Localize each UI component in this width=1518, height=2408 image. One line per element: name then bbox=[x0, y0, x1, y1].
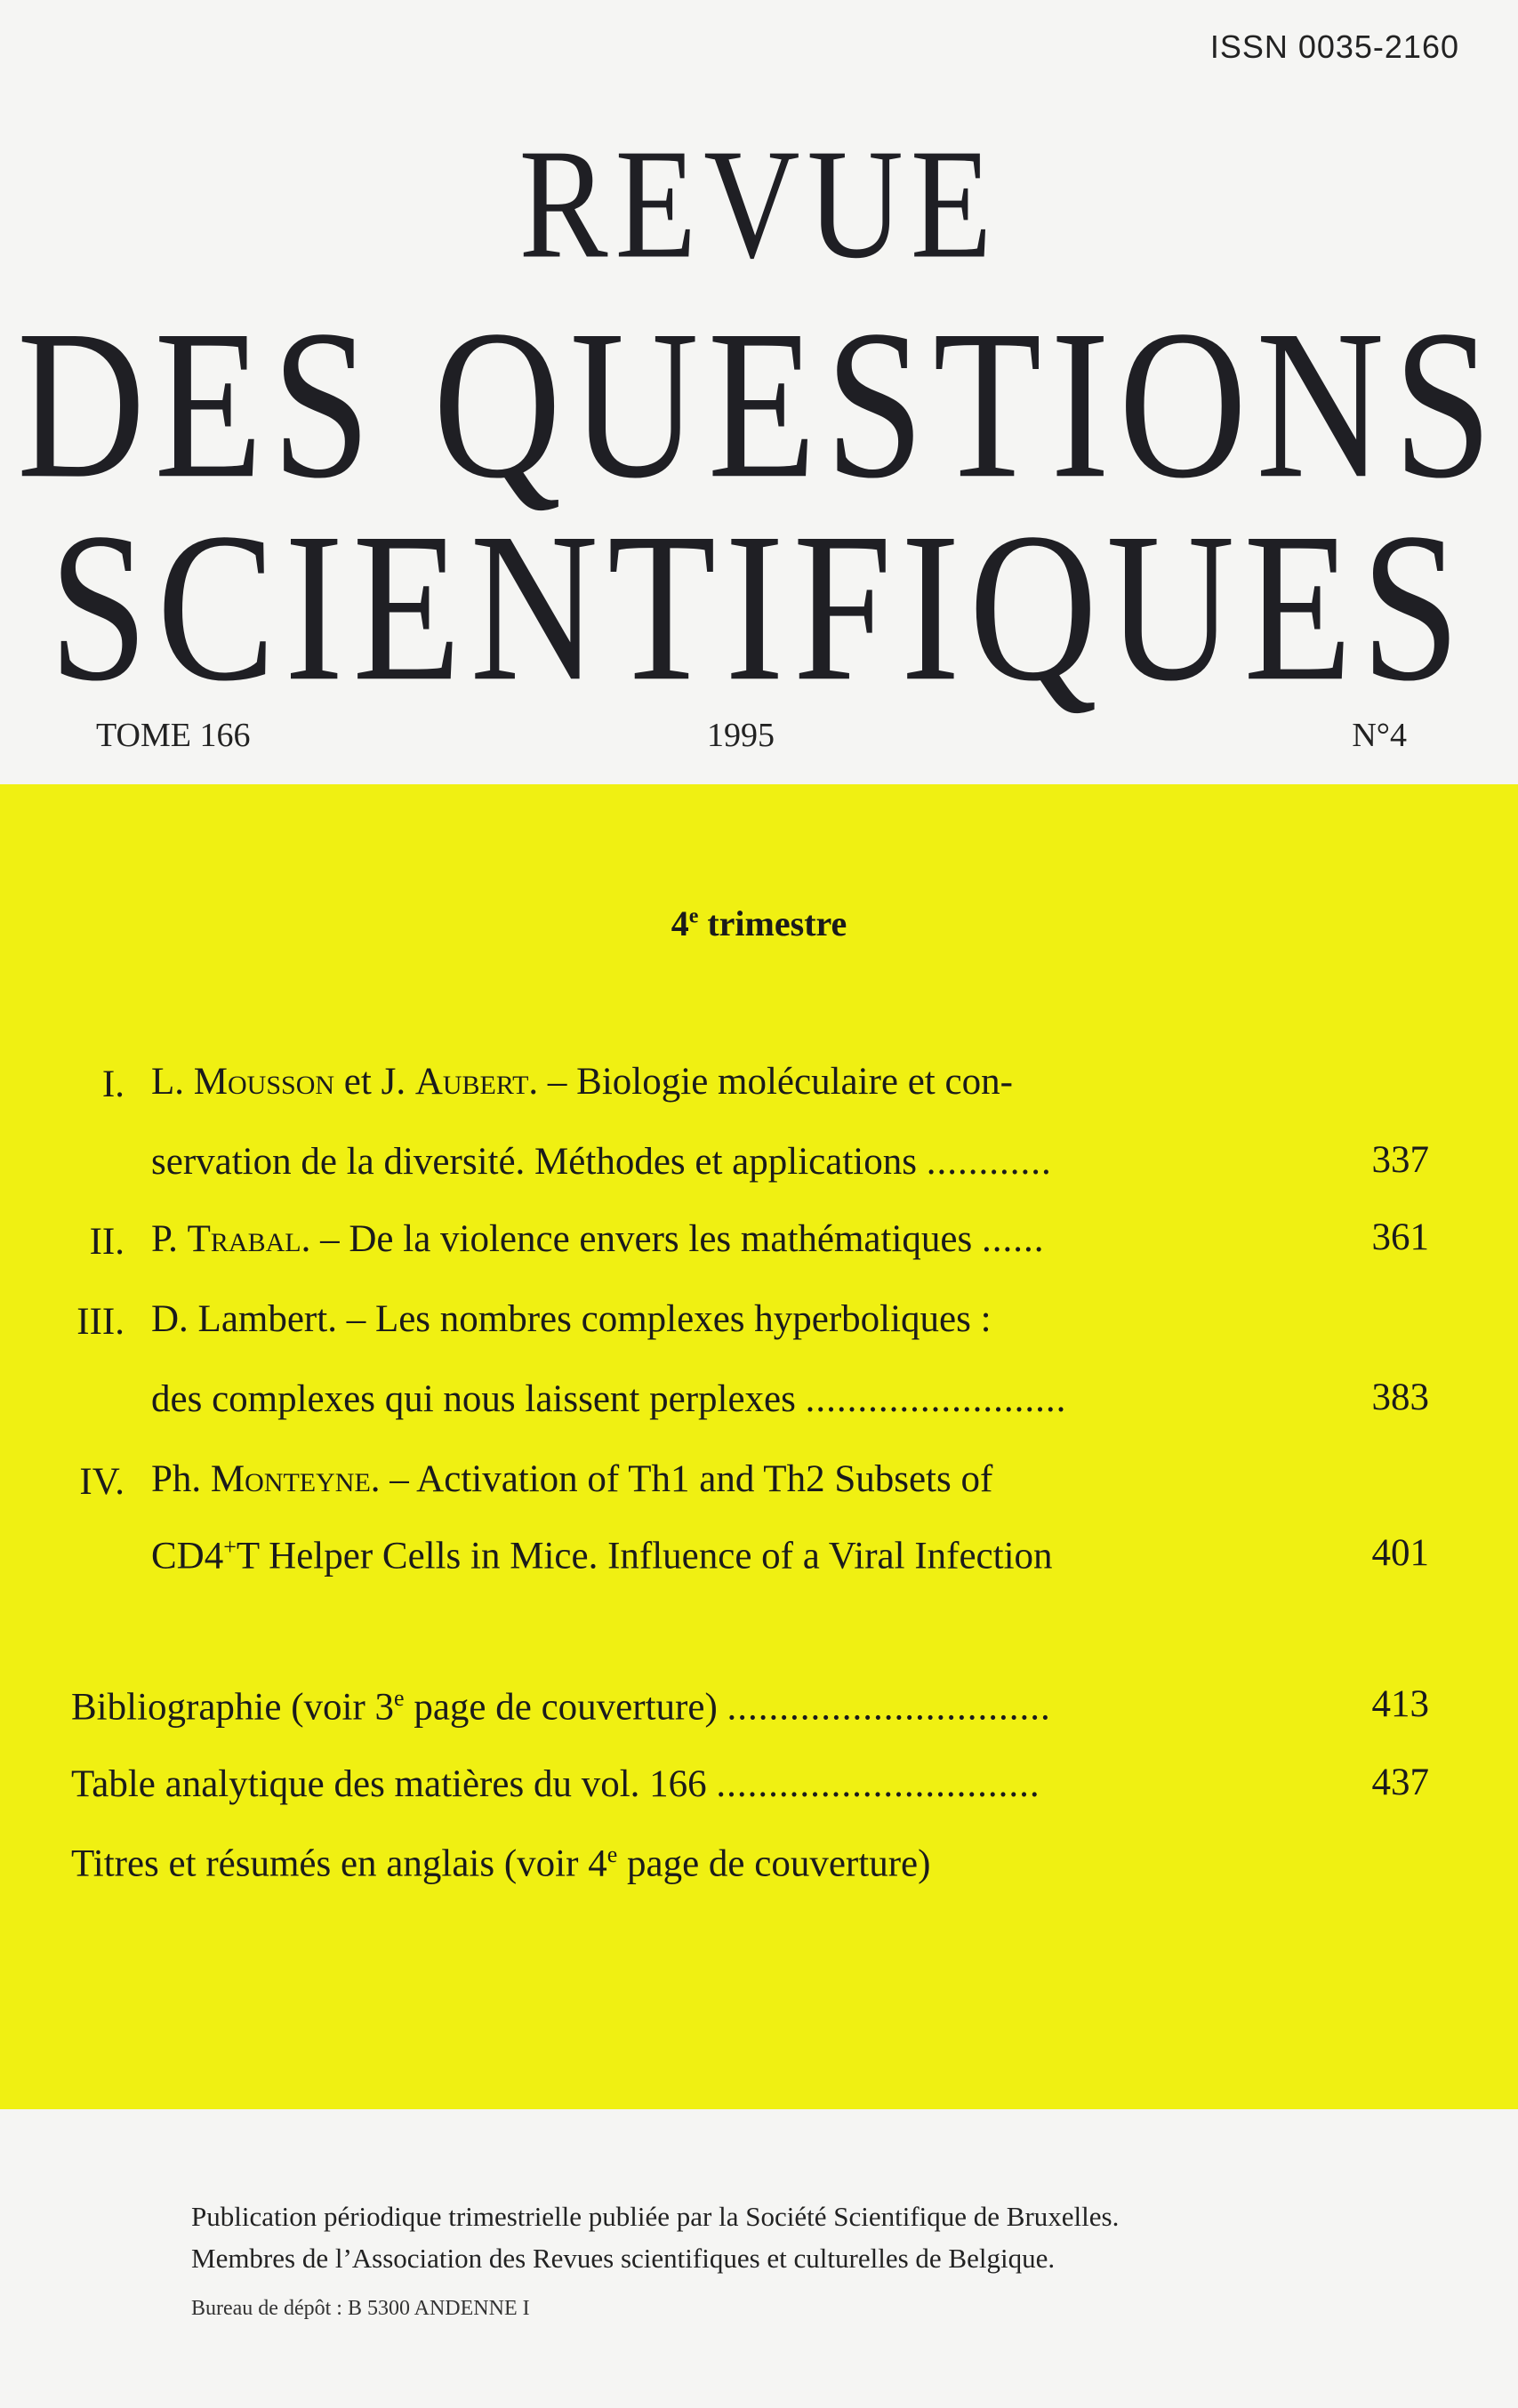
bibliography-title: Bibliographie (voir 3e page de couverture) ............................... bbox=[71, 1685, 1051, 1729]
journal-title-line-1: REVUE bbox=[518, 116, 1000, 292]
index-title: Table analytique des matières du vol. 166 ............................... bbox=[71, 1763, 1040, 1805]
toc-entry-title-line: CD4+T Helper Cells in Mice. Influence of a Viral Infection bbox=[151, 1534, 1053, 1577]
toc-entry-title-line: des complexes qui nous laissent perplexes ......................... bbox=[151, 1378, 1067, 1420]
english-summaries-title: Titres et résumés en anglais (voir 4e page de couverture) bbox=[71, 1842, 931, 1885]
toc-entry-number: IV. bbox=[79, 1461, 124, 1503]
toc-entry-number: I. bbox=[101, 1064, 124, 1105]
contents-band bbox=[0, 784, 1518, 2109]
toc-entry-title-line: D. Lambert. – Les nombres complexes hyperboliques : bbox=[151, 1298, 992, 1340]
toc-entry-title-line: P. Trabal. – De la violence envers les mathématiques ...... bbox=[151, 1218, 1045, 1260]
toc-entry-title-line: L. Mousson et J. Aubert. – Biologie moléculaire et con- bbox=[151, 1061, 1013, 1103]
deposit-office: Bureau de dépôt : B 5300 ANDENNE I bbox=[191, 2297, 530, 2320]
tome-label: TOME 166 bbox=[96, 717, 251, 754]
toc-entry-title-line: Ph. Monteyne. – Activation of Th1 and Th2 Subsets of bbox=[151, 1458, 993, 1500]
toc-entry-number: III. bbox=[76, 1301, 124, 1343]
toc-page-number: 361 bbox=[1371, 1216, 1429, 1258]
trimestre-heading: 4e trimestre bbox=[671, 903, 847, 943]
issue-number: N°4 bbox=[1352, 717, 1407, 754]
toc-page-number: 413 bbox=[1371, 1683, 1429, 1725]
toc-page-number: 437 bbox=[1371, 1762, 1429, 1803]
issn-label: ISSN 0035-2160 bbox=[1209, 28, 1459, 65]
year-label: 1995 bbox=[707, 717, 775, 754]
toc-page-number: 401 bbox=[1371, 1532, 1429, 1574]
publisher-note: Publication périodique trimestrielle publiée par la Société Scientifique de Bruxelles. bbox=[191, 2201, 1120, 2232]
toc-entry-number: II. bbox=[89, 1221, 124, 1263]
toc-page-number: 383 bbox=[1371, 1377, 1429, 1418]
toc-page-number: 337 bbox=[1371, 1139, 1429, 1181]
toc-entry-title-line: servation de la diversité. Méthodes et applications ............ bbox=[151, 1141, 1052, 1183]
journal-title-line-3: SCIENTIFIQUES bbox=[49, 489, 1469, 726]
journal-title-line-2: DES QUESTIONS bbox=[17, 286, 1501, 523]
association-note: Membres de l’Association des Revues scientifiques et culturelles de Belgique. bbox=[191, 2243, 1056, 2274]
